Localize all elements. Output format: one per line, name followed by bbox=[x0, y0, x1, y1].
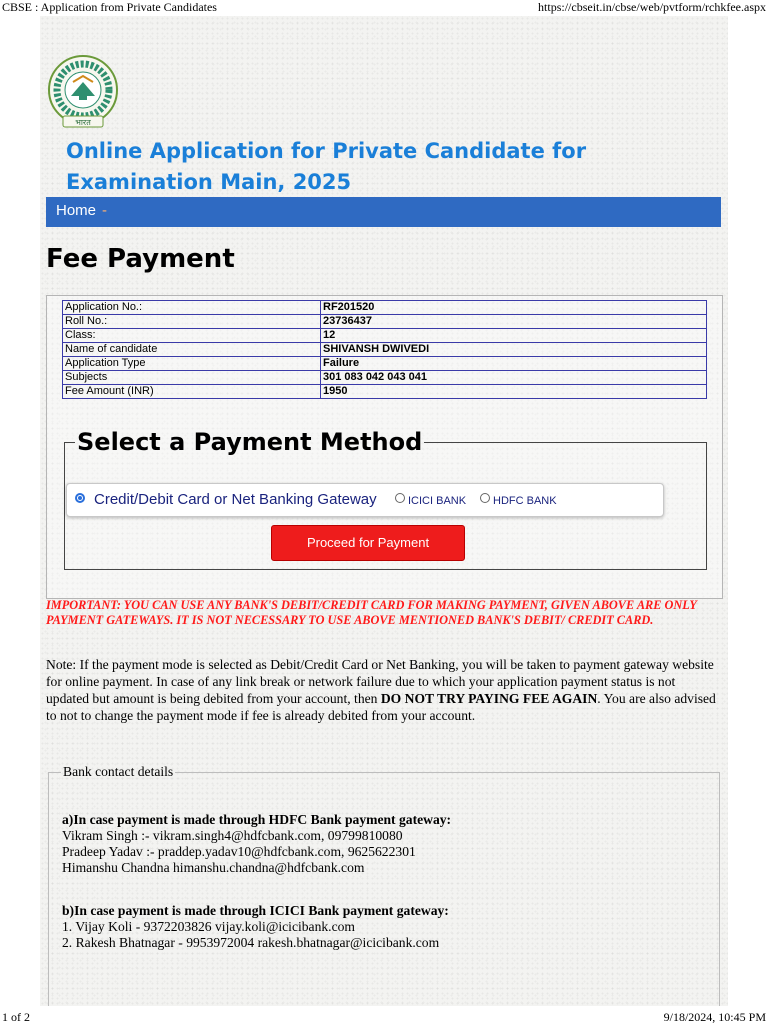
radio-icici-bank[interactable] bbox=[395, 493, 405, 503]
nav-separator: - bbox=[102, 202, 107, 219]
table-row bbox=[63, 329, 707, 343]
detail-value: Failure bbox=[321, 357, 707, 371]
hdfc-heading: a)In case payment is made through HDFC Bank payment gateway: bbox=[62, 812, 452, 827]
detail-label: Subjects bbox=[63, 371, 321, 385]
note-text-start: Note: If the payment mode is selected as Debit/Credit Card or Net Banking, you will be taken to payment gateway website for online payment. In case of any link break or network failure due to which your application payment status is not updated but amount is being debited from your account, then bbox=[46, 657, 714, 706]
note-warning: DO NOT TRY PAYING FEE AGAIN bbox=[380, 691, 598, 706]
detail-value: 1950 bbox=[321, 385, 707, 399]
list-item: Pradeep Yadav :- praddep.yadav10@hdfcbank.com, 9625622301 bbox=[62, 844, 416, 859]
detail-label: Application Type bbox=[63, 357, 321, 371]
note-text-end: . You are also advised to not to change the payment mode if fee is already debited from your account. bbox=[46, 691, 716, 723]
site-title: Online Application for Private Candidate for Examination Main, 2025 bbox=[66, 139, 587, 194]
bank-contact-legend: Bank contact details bbox=[63, 764, 174, 779]
option-label-credit-debit: Credit/Debit Card or Net Banking Gateway bbox=[94, 491, 377, 508]
bank-contact-details bbox=[62, 812, 712, 951]
detail-value: 12 bbox=[321, 329, 707, 343]
radio-hdfc-bank[interactable] bbox=[480, 493, 490, 503]
payment-options-panel bbox=[66, 483, 664, 517]
page-title: Fee Payment bbox=[46, 244, 235, 274]
application-details-table bbox=[62, 300, 707, 399]
print-page-url: https://cbseit.in/cbse/web/pvtform/rchkfee.aspx bbox=[538, 0, 766, 14]
print-datetime: 9/18/2024, 10:45 PM bbox=[663, 1010, 766, 1024]
table-row bbox=[63, 357, 707, 371]
detail-label: Fee Amount (INR) bbox=[63, 385, 321, 399]
list-item: Himanshu Chandna himanshu.chandna@hdfcbank.com bbox=[62, 860, 365, 875]
logo-caption: भारत bbox=[75, 118, 91, 127]
list-item: Vikram Singh :- vikram.singh4@hdfcbank.com, 09799810080 bbox=[62, 828, 403, 843]
detail-value: SHIVANSH DWIVEDI bbox=[321, 343, 707, 357]
nav-home-link[interactable]: Home bbox=[56, 202, 97, 219]
print-page-title: CBSE : Application from Private Candidates bbox=[2, 0, 217, 14]
option-label-icici: ICICI BANK bbox=[408, 495, 467, 507]
icici-heading: b)In case payment is made through ICICI Bank payment gateway: bbox=[62, 903, 449, 918]
payment-method-legend: Select a Payment Method bbox=[77, 428, 423, 456]
proceed-for-payment-button[interactable]: Proceed for Payment bbox=[271, 525, 465, 561]
print-page-number: 1 of 2 bbox=[2, 1010, 30, 1024]
table-row bbox=[63, 385, 707, 399]
table-row bbox=[63, 343, 707, 357]
detail-value: RF201520 bbox=[321, 301, 707, 315]
table-row bbox=[63, 371, 707, 385]
navbar bbox=[46, 197, 721, 227]
list-item: 1. Vijay Koli - 9372203826 vijay.koli@icicibank.com bbox=[62, 919, 355, 934]
detail-value: 301 083 042 043 041 bbox=[321, 371, 707, 385]
radio-credit-debit-netbanking[interactable] bbox=[75, 493, 85, 503]
detail-label: Roll No.: bbox=[63, 315, 321, 329]
fee-details-panel bbox=[46, 295, 723, 599]
print-header bbox=[0, 0, 768, 14]
payment-note bbox=[46, 656, 716, 724]
detail-value: 23736437 bbox=[321, 315, 707, 329]
print-footer bbox=[0, 1010, 768, 1024]
important-notice: IMPORTANT: YOU CAN USE ANY BANK'S DEBIT/CREDIT CARD FOR MAKING PAYMENT, GIVEN ABOVE ARE ONLY PAYMENT GATEWAYS. IT IS NOT NECESSARY TO USE ABOVE MENTIONED BANK'S DEBIT/ CREDIT CARD. bbox=[46, 598, 697, 627]
detail-label: Name of candidate bbox=[63, 343, 321, 357]
page-content bbox=[40, 16, 728, 1006]
detail-label: Application No.: bbox=[63, 301, 321, 315]
table-row bbox=[63, 301, 707, 315]
cbse-logo-icon bbox=[43, 52, 123, 132]
list-item: 2. Rakesh Bhatnagar - 9953972004 rakesh.bhatnagar@icicibank.com bbox=[62, 935, 440, 950]
table-row bbox=[63, 315, 707, 329]
option-label-hdfc: HDFC BANK bbox=[493, 495, 557, 507]
detail-label: Class: bbox=[63, 329, 321, 343]
